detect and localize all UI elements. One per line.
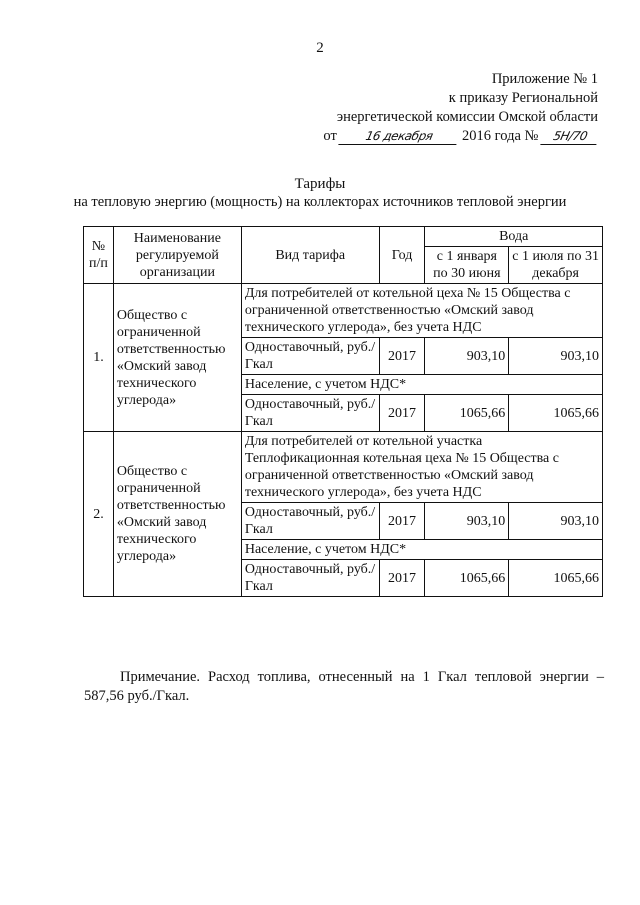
tariff-year: 2017	[379, 503, 425, 540]
header-row	[84, 227, 603, 247]
header-period-2: с 1 июля по 31 декабря	[509, 247, 603, 284]
handwritten-order-number: 5Н/70	[540, 129, 599, 145]
tariff-value-h1: 1065,66	[425, 560, 509, 597]
appendix-line-2: к приказу Региональной	[448, 90, 598, 106]
header-tariff-type: Вид тарифа	[241, 227, 379, 284]
tariff-value-h2: 903,10	[509, 338, 603, 375]
footnote-text: Примечание. Расход топлива, отнесенный на 1 Гкал тепловой энергии – 587,56 руб./Гкал.	[84, 669, 604, 704]
tariff-type: Одноставочный, руб./Гкал	[241, 560, 379, 597]
tariff-value-h1: 903,10	[425, 503, 509, 540]
document-title: Тарифы	[294, 176, 346, 192]
footnote	[84, 668, 604, 706]
header-period-1: с 1 января по 30 июня	[425, 247, 509, 284]
tariff-value-h1: 903,10	[425, 338, 509, 375]
row-num: 1.	[84, 284, 114, 432]
table-row	[84, 284, 603, 338]
tariff-value-h1: 1065,66	[425, 395, 509, 432]
appendix-date-line	[323, 127, 598, 146]
tariff-type: Одноставочный, руб./Гкал	[241, 395, 379, 432]
appendix-header	[323, 70, 598, 146]
consumer-group: Население, с учетом НДС*	[241, 375, 602, 395]
tariff-year: 2017	[379, 338, 425, 375]
tariff-type: Одноставочный, руб./Гкал	[241, 338, 379, 375]
tariff-value-h2: 903,10	[509, 503, 603, 540]
tariff-type: Одноставочный, руб./Гкал	[241, 503, 379, 540]
tariff-value-h2: 1065,66	[509, 395, 603, 432]
date-prefix: от	[323, 128, 337, 144]
header-water: Вода	[425, 227, 603, 247]
appendix-line-3: энергетической комиссии Омской области	[336, 109, 598, 125]
header-num: № п/п	[84, 227, 114, 284]
tariff-value-h2: 1065,66	[509, 560, 603, 597]
tariff-year: 2017	[379, 560, 425, 597]
tariff-table	[83, 226, 603, 597]
handwritten-date: 16 декабря	[339, 129, 460, 145]
page-number: 2	[316, 40, 324, 56]
table-row	[84, 432, 603, 503]
consumer-group: Для потребителей от котельной участка Теплофикационная котельная цеха № 15 Общества с ограниченной ответственностью «Омский завод технического углерода», без учета НДС	[241, 432, 602, 503]
row-num: 2.	[84, 432, 114, 597]
consumer-group: Для потребителей от котельной цеха № 15 Общества с ограниченной ответственностью «Омский завод технического углерода», без учета НДС	[241, 284, 602, 338]
tariff-year: 2017	[379, 395, 425, 432]
document-subtitle: на тепловую энергию (мощность) на коллекторах источников тепловой энергии	[73, 194, 567, 210]
header-year: Год	[379, 227, 425, 284]
year-text: 2016 года №	[462, 128, 539, 144]
appendix-line-1: Приложение № 1	[491, 71, 598, 87]
header-org: Наименование регулируемой организации	[113, 227, 241, 284]
row-org: Общество с ограниченной ответственностью «Омский завод технического углерода»	[113, 284, 241, 432]
row-org: Общество с ограниченной ответственностью «Омский завод технического углерода»	[113, 432, 241, 597]
consumer-group: Население, с учетом НДС*	[241, 540, 602, 560]
